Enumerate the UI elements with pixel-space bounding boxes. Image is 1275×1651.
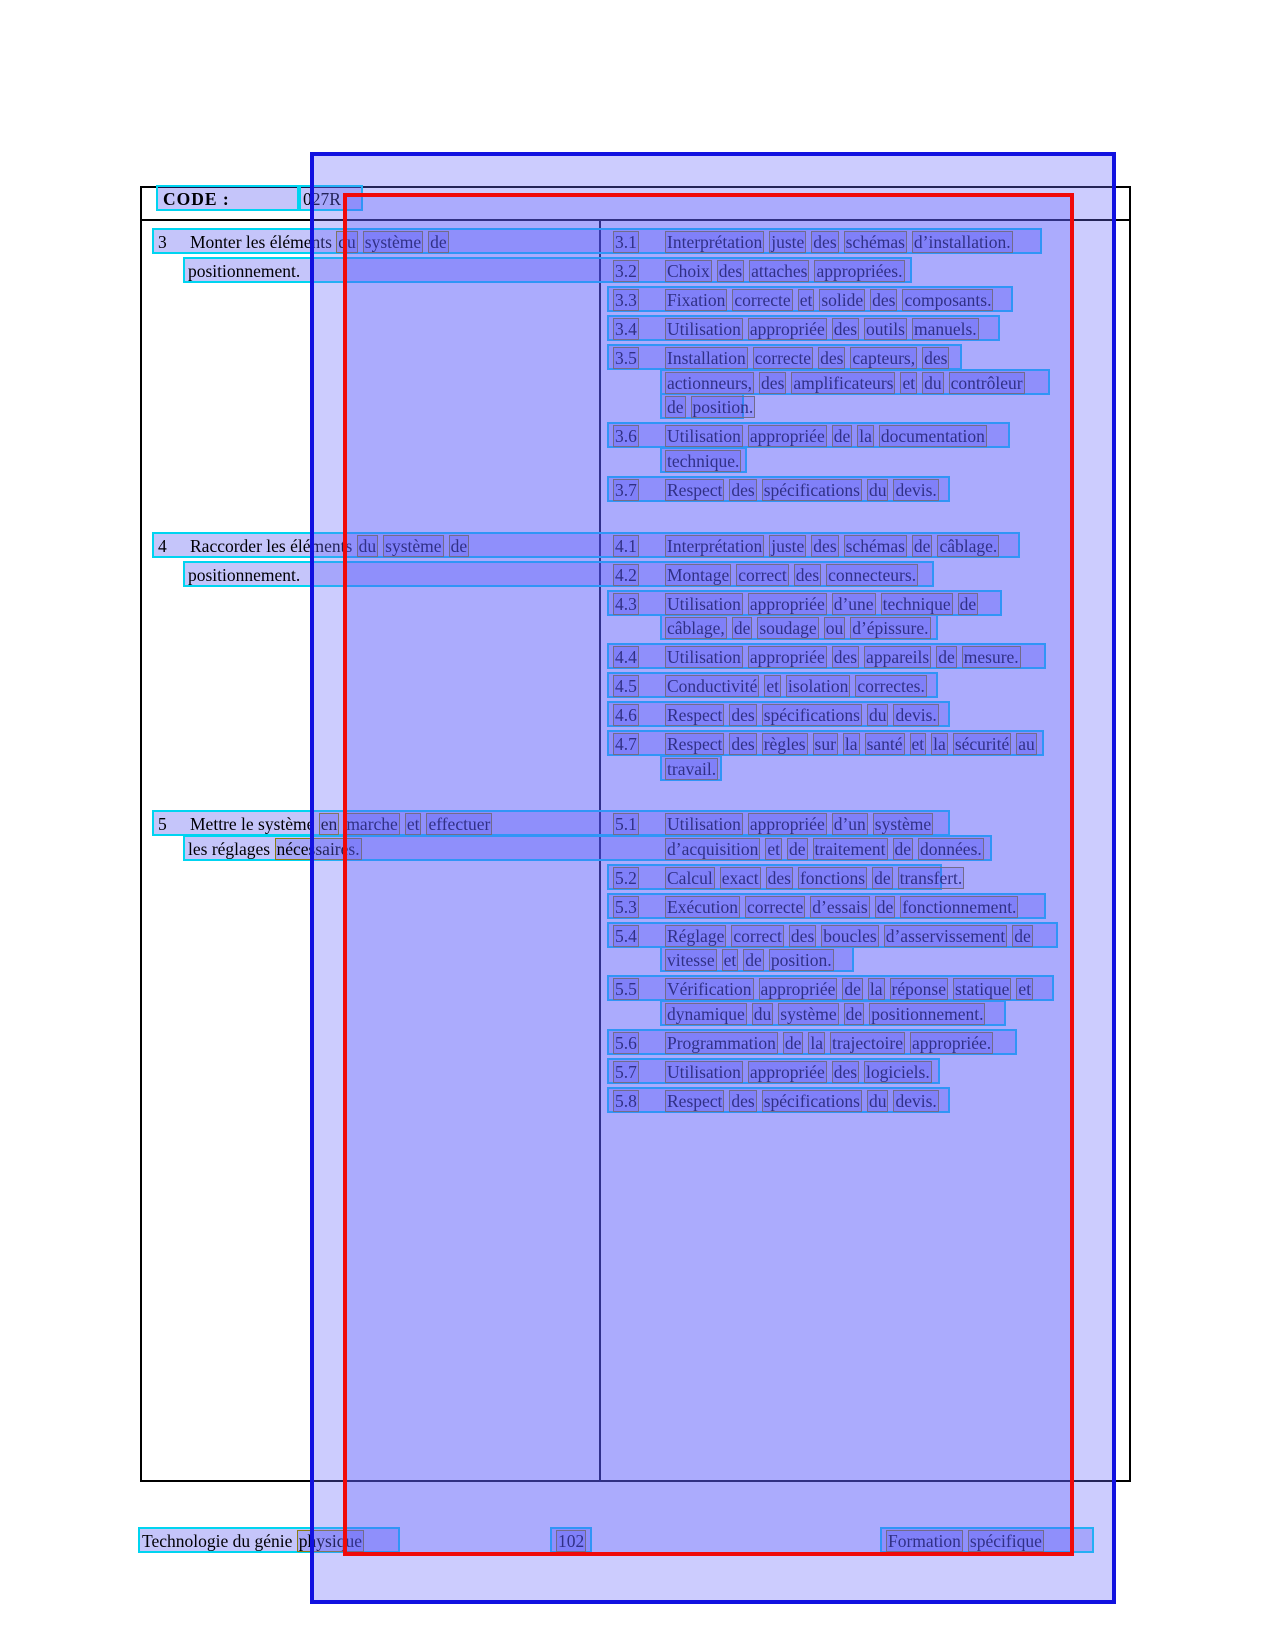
word-highlight-box: de bbox=[874, 868, 891, 888]
word-highlight-box: de bbox=[913, 536, 931, 556]
word-highlight-box: 3.5 bbox=[615, 348, 637, 368]
word-highlight-box: 3.4 bbox=[615, 319, 637, 339]
text-line bbox=[665, 450, 746, 472]
text-line bbox=[188, 564, 300, 586]
word-highlight-box: système bbox=[385, 536, 442, 556]
text-line bbox=[613, 896, 1023, 918]
word-highlight-box: 5.3 bbox=[615, 897, 637, 917]
item-number bbox=[613, 646, 665, 668]
word-highlight-box: système bbox=[780, 1004, 837, 1024]
word-highlight-box: 3.3 bbox=[615, 290, 637, 310]
word-highlight-box: physique bbox=[298, 1531, 362, 1551]
word-highlight-box: câblage. bbox=[939, 536, 998, 556]
word-highlight-box: de bbox=[876, 897, 894, 917]
plain-text: 027R bbox=[303, 189, 341, 209]
table-header-divider-line bbox=[140, 219, 1131, 221]
item-number bbox=[613, 231, 665, 253]
word-highlight-box: 5.2 bbox=[615, 868, 637, 888]
word-highlight-box: 4.1 bbox=[615, 536, 637, 556]
word-highlight-box: Formation bbox=[888, 1531, 961, 1551]
text-line bbox=[665, 758, 723, 780]
word-highlight-box: correct bbox=[738, 565, 787, 585]
text-line bbox=[665, 838, 989, 860]
word-highlight-box: Utilisation bbox=[667, 814, 741, 834]
word-highlight-box: Interprétation bbox=[667, 536, 763, 556]
text-line bbox=[556, 1530, 591, 1552]
word-highlight-box: et bbox=[902, 373, 916, 393]
word-highlight-box: 5.4 bbox=[615, 926, 637, 946]
word-highlight-box: 4.7 bbox=[615, 734, 637, 754]
plain-text: les réglages bbox=[188, 839, 275, 859]
text-line bbox=[665, 949, 839, 971]
word-highlight-box: de bbox=[1014, 926, 1031, 946]
item-number bbox=[613, 289, 665, 311]
word-highlight-box: mesure. bbox=[963, 647, 1019, 667]
word-highlight-box: Respect bbox=[667, 480, 723, 500]
word-highlight-box: traitement bbox=[814, 839, 886, 859]
word-highlight-box: des bbox=[924, 348, 948, 368]
word-highlight-box: 4.4 bbox=[615, 647, 637, 667]
word-highlight-box: Conductivité bbox=[667, 676, 758, 696]
text-line bbox=[613, 425, 992, 447]
item-number bbox=[613, 479, 665, 501]
word-highlight-box: appropriée bbox=[749, 319, 825, 339]
word-highlight-box: la bbox=[933, 734, 946, 754]
word-highlight-box: correcte bbox=[734, 290, 791, 310]
word-highlight-box: attaches bbox=[751, 261, 808, 281]
text-line bbox=[886, 1530, 1049, 1552]
word-highlight-box: de bbox=[450, 536, 468, 556]
word-highlight-box: règles bbox=[763, 734, 806, 754]
word-highlight-box: appareils bbox=[866, 647, 930, 667]
word-highlight-box: 4.6 bbox=[615, 705, 637, 725]
item-number bbox=[613, 813, 665, 835]
word-highlight-box: Utilisation bbox=[667, 426, 741, 446]
word-highlight-box: spécifications bbox=[763, 1091, 860, 1111]
word-highlight-box: et bbox=[723, 950, 737, 970]
word-highlight-box: ou bbox=[825, 618, 844, 638]
word-highlight-box: des bbox=[820, 348, 844, 368]
word-highlight-box: et bbox=[1018, 979, 1032, 999]
word-highlight-box: devis. bbox=[895, 1091, 937, 1111]
word-highlight-box: des bbox=[790, 926, 815, 946]
word-highlight-box: de bbox=[789, 839, 806, 859]
word-highlight-box: juste bbox=[771, 536, 805, 556]
word-highlight-box: d’essais bbox=[812, 897, 868, 917]
word-highlight-box: isolation bbox=[788, 676, 849, 696]
word-highlight-box: Utilisation bbox=[667, 594, 741, 614]
item-number bbox=[613, 260, 665, 282]
word-highlight-box: Montage bbox=[667, 565, 730, 585]
word-highlight-box: d’une bbox=[833, 594, 874, 614]
text-line bbox=[613, 867, 969, 889]
plain-text: positionnement. bbox=[188, 261, 301, 281]
text-line bbox=[303, 188, 341, 210]
word-highlight-box: actionneurs, bbox=[667, 373, 753, 393]
word-highlight-box: exact bbox=[721, 868, 759, 888]
word-highlight-box: de bbox=[894, 839, 912, 859]
word-highlight-box: Calcul bbox=[667, 868, 713, 888]
item-number bbox=[613, 978, 665, 1000]
text-line bbox=[613, 260, 910, 282]
word-highlight-box: du bbox=[358, 536, 377, 556]
word-highlight-box: des bbox=[795, 565, 820, 585]
word-highlight-box: Programmation bbox=[667, 1033, 776, 1053]
word-highlight-box: appropriée. bbox=[911, 1033, 992, 1053]
word-highlight-box: soudage bbox=[759, 618, 817, 638]
word-highlight-box: 3.2 bbox=[615, 261, 637, 281]
word-highlight-box: travail. bbox=[667, 759, 717, 779]
item-number bbox=[613, 1090, 665, 1112]
text-line bbox=[613, 564, 923, 586]
text-line bbox=[158, 535, 474, 557]
word-highlight-box: 4.2 bbox=[615, 565, 637, 585]
plain-text: Raccorder les éléments bbox=[190, 536, 357, 556]
word-highlight-box: correcte bbox=[754, 348, 812, 368]
word-highlight-box: de bbox=[784, 1033, 802, 1053]
word-highlight-box: Interprétation bbox=[667, 232, 763, 252]
word-highlight-box: position. bbox=[692, 397, 754, 417]
word-highlight-box: système bbox=[874, 814, 932, 834]
word-highlight-box: composants. bbox=[904, 290, 992, 310]
word-highlight-box: correcte bbox=[746, 897, 804, 917]
word-highlight-box: devis. bbox=[895, 480, 937, 500]
item-number bbox=[613, 318, 665, 340]
text-line bbox=[665, 617, 936, 639]
plain-text: Mettre le système bbox=[190, 814, 319, 834]
word-highlight-box: Respect bbox=[667, 1091, 723, 1111]
word-highlight-box: la bbox=[859, 426, 872, 446]
word-highlight-box: technique bbox=[882, 594, 951, 614]
word-highlight-box: Choix bbox=[667, 261, 710, 281]
word-highlight-box: 4.3 bbox=[615, 594, 637, 614]
word-highlight-box: 5.7 bbox=[615, 1062, 637, 1082]
text-line bbox=[613, 978, 1038, 1000]
text-line bbox=[613, 535, 1004, 557]
word-highlight-box: d’asservissement bbox=[885, 926, 1006, 946]
word-highlight-box: transfert. bbox=[899, 868, 963, 888]
word-highlight-box: capteurs, bbox=[852, 348, 916, 368]
text-line bbox=[613, 318, 984, 340]
word-highlight-box: nécessaires. bbox=[276, 839, 360, 859]
word-highlight-box: et bbox=[406, 814, 420, 834]
item-number bbox=[613, 535, 665, 557]
text-line bbox=[665, 372, 1030, 394]
word-highlight-box: technique. bbox=[667, 451, 740, 471]
item-number bbox=[613, 1061, 665, 1083]
word-highlight-box: 5.5 bbox=[615, 979, 637, 999]
word-highlight-box: Installation bbox=[667, 348, 746, 368]
item-number: 4 bbox=[158, 536, 167, 556]
text-line bbox=[613, 813, 938, 835]
word-highlight-box: 102 bbox=[558, 1531, 585, 1551]
item-number bbox=[613, 1032, 665, 1054]
text-line bbox=[613, 925, 1038, 947]
text-line bbox=[665, 396, 760, 418]
word-highlight-box: d’épissure. bbox=[852, 618, 929, 638]
word-highlight-box: spécifications bbox=[763, 480, 860, 500]
word-highlight-box: outils bbox=[866, 319, 905, 339]
text-line bbox=[613, 733, 1042, 755]
word-highlight-box: des bbox=[761, 373, 785, 393]
word-highlight-box: Respect bbox=[667, 734, 723, 754]
word-highlight-box: des bbox=[767, 868, 791, 888]
item-number bbox=[613, 593, 665, 615]
word-highlight-box: données. bbox=[920, 839, 982, 859]
word-highlight-box: spécifications bbox=[763, 705, 860, 725]
word-highlight-box: Respect bbox=[667, 705, 723, 725]
item-number: 3 bbox=[158, 232, 167, 252]
word-highlight-box: correct bbox=[733, 926, 782, 946]
word-highlight-box: trajectoire bbox=[832, 1033, 903, 1053]
word-highlight-box: des bbox=[731, 480, 755, 500]
word-highlight-box: sur bbox=[814, 734, 836, 754]
word-highlight-box: fonctions bbox=[799, 868, 866, 888]
word-highlight-box: appropriée bbox=[749, 814, 825, 834]
text-line bbox=[163, 188, 230, 210]
text-line bbox=[158, 813, 497, 835]
word-highlight-box: appropriées. bbox=[816, 261, 903, 281]
word-highlight-box: appropriée bbox=[749, 647, 825, 667]
word-highlight-box: appropriée bbox=[749, 594, 825, 614]
word-highlight-box: en bbox=[320, 814, 338, 834]
word-highlight-box: correctes. bbox=[857, 676, 925, 696]
text-line bbox=[613, 289, 998, 311]
word-highlight-box: des bbox=[833, 1062, 858, 1082]
word-highlight-box: d’un bbox=[833, 814, 866, 834]
item-number bbox=[613, 896, 665, 918]
text-line bbox=[613, 1061, 937, 1083]
item-number bbox=[613, 925, 665, 947]
word-highlight-box: du bbox=[924, 373, 942, 393]
word-highlight-box: logiciels. bbox=[866, 1062, 930, 1082]
word-highlight-box: de bbox=[667, 397, 684, 417]
word-highlight-box: boucles bbox=[823, 926, 877, 946]
plain-text: CODE : bbox=[163, 189, 230, 209]
word-highlight-box: système bbox=[364, 232, 422, 252]
word-highlight-box: sécurité bbox=[954, 734, 1010, 754]
text-line bbox=[613, 479, 944, 501]
word-highlight-box: documentation bbox=[880, 426, 985, 446]
word-highlight-box: manuels. bbox=[913, 319, 977, 339]
word-highlight-box: Utilisation bbox=[667, 1062, 741, 1082]
word-highlight-box: des bbox=[731, 734, 755, 754]
plain-text: positionnement. bbox=[188, 565, 301, 585]
word-highlight-box: devis. bbox=[895, 705, 937, 725]
word-highlight-box: la bbox=[869, 979, 883, 999]
word-highlight-box: et bbox=[766, 676, 780, 696]
text-line bbox=[188, 260, 300, 282]
text-line bbox=[158, 231, 454, 253]
word-highlight-box: du bbox=[868, 480, 887, 500]
word-highlight-box: et bbox=[767, 839, 781, 859]
word-highlight-box: des bbox=[731, 1091, 755, 1111]
item-number bbox=[613, 425, 665, 447]
word-highlight-box: de bbox=[745, 950, 762, 970]
word-highlight-box: des bbox=[718, 261, 743, 281]
word-highlight-box: au bbox=[1018, 734, 1035, 754]
word-highlight-box: de bbox=[430, 232, 447, 252]
word-highlight-box: d’installation. bbox=[913, 232, 1011, 252]
word-highlight-box: solide bbox=[821, 290, 864, 310]
word-highlight-box: Utilisation bbox=[667, 647, 741, 667]
word-highlight-box: la bbox=[844, 734, 858, 754]
word-highlight-box: des bbox=[872, 290, 896, 310]
word-highlight-box: 4.5 bbox=[615, 676, 637, 696]
word-highlight-box: appropriée bbox=[749, 426, 825, 446]
text-line bbox=[613, 1032, 998, 1054]
word-highlight-box: du bbox=[868, 1091, 887, 1111]
word-highlight-box: des bbox=[813, 232, 837, 252]
word-highlight-box: câblage, bbox=[667, 618, 725, 638]
word-highlight-box: connecteurs. bbox=[828, 565, 917, 585]
word-highlight-box: appropriée bbox=[749, 1062, 825, 1082]
text-line bbox=[665, 1003, 990, 1025]
word-highlight-box: vitesse bbox=[667, 950, 715, 970]
item-number bbox=[613, 867, 665, 889]
item-number: 5 bbox=[158, 814, 167, 834]
word-highlight-box: réponse bbox=[891, 979, 946, 999]
word-highlight-box: marche bbox=[346, 814, 398, 834]
word-highlight-box: Fixation bbox=[667, 290, 726, 310]
text-line bbox=[613, 347, 954, 369]
word-highlight-box: dynamique bbox=[667, 1004, 745, 1024]
word-highlight-box: schémas bbox=[845, 232, 905, 252]
word-highlight-box: de bbox=[833, 426, 851, 446]
word-highlight-box: effectuer bbox=[428, 814, 491, 834]
word-highlight-box: santé bbox=[866, 734, 903, 754]
text-line bbox=[613, 704, 944, 726]
word-highlight-box: des bbox=[731, 705, 755, 725]
word-highlight-box: des bbox=[833, 319, 858, 339]
word-highlight-box: amplificateurs bbox=[793, 373, 894, 393]
word-highlight-box: 3.7 bbox=[615, 480, 637, 500]
word-highlight-box: d’acquisition bbox=[667, 839, 759, 859]
word-highlight-box: positionnement. bbox=[871, 1004, 984, 1024]
word-highlight-box: du bbox=[868, 705, 887, 725]
word-highlight-box: schémas bbox=[845, 536, 905, 556]
text-line bbox=[188, 838, 367, 860]
word-highlight-box: et bbox=[911, 734, 925, 754]
word-highlight-box: des bbox=[833, 647, 858, 667]
word-highlight-box: juste bbox=[771, 232, 805, 252]
word-highlight-box: du bbox=[753, 1004, 772, 1024]
text-line bbox=[613, 675, 932, 697]
word-highlight-box: 5.1 bbox=[615, 814, 637, 834]
word-highlight-box: 5.8 bbox=[615, 1091, 637, 1111]
word-highlight-box: 3.6 bbox=[615, 426, 637, 446]
word-highlight-box: Réglage bbox=[667, 926, 725, 946]
text-line bbox=[142, 1530, 369, 1552]
word-highlight-box: Exécution bbox=[667, 897, 738, 917]
word-highlight-box: des bbox=[813, 536, 837, 556]
word-highlight-box: spécifique bbox=[969, 1531, 1042, 1551]
word-highlight-box: position. bbox=[770, 950, 832, 970]
word-highlight-box: de bbox=[959, 594, 977, 614]
item-number bbox=[613, 704, 665, 726]
text-line bbox=[613, 646, 1026, 668]
word-highlight-box: de bbox=[733, 618, 751, 638]
word-highlight-box: du bbox=[338, 232, 356, 252]
word-highlight-box: 5.6 bbox=[615, 1033, 637, 1053]
word-highlight-box: statique bbox=[954, 979, 1010, 999]
word-highlight-box: fonctionnement. bbox=[902, 897, 1017, 917]
word-highlight-box: 3.1 bbox=[615, 232, 637, 252]
plain-text: Monter les éléments bbox=[190, 232, 337, 252]
item-number bbox=[613, 347, 665, 369]
word-highlight-box: la bbox=[810, 1033, 824, 1053]
item-number bbox=[613, 733, 665, 755]
item-number bbox=[613, 675, 665, 697]
plain-text: Technologie du génie bbox=[142, 1531, 297, 1551]
word-highlight-box: de bbox=[844, 979, 861, 999]
item-number bbox=[613, 564, 665, 586]
text-line bbox=[613, 231, 1018, 253]
word-highlight-box: et bbox=[799, 290, 813, 310]
word-highlight-box: contrôleur bbox=[950, 373, 1023, 393]
text-line bbox=[613, 1090, 944, 1112]
word-highlight-box: Utilisation bbox=[667, 319, 741, 339]
word-highlight-box: de bbox=[845, 1004, 863, 1024]
word-highlight-box: Vérification bbox=[667, 979, 752, 999]
text-line bbox=[613, 593, 983, 615]
word-highlight-box: appropriée bbox=[760, 979, 836, 999]
word-highlight-box: de bbox=[938, 647, 955, 667]
